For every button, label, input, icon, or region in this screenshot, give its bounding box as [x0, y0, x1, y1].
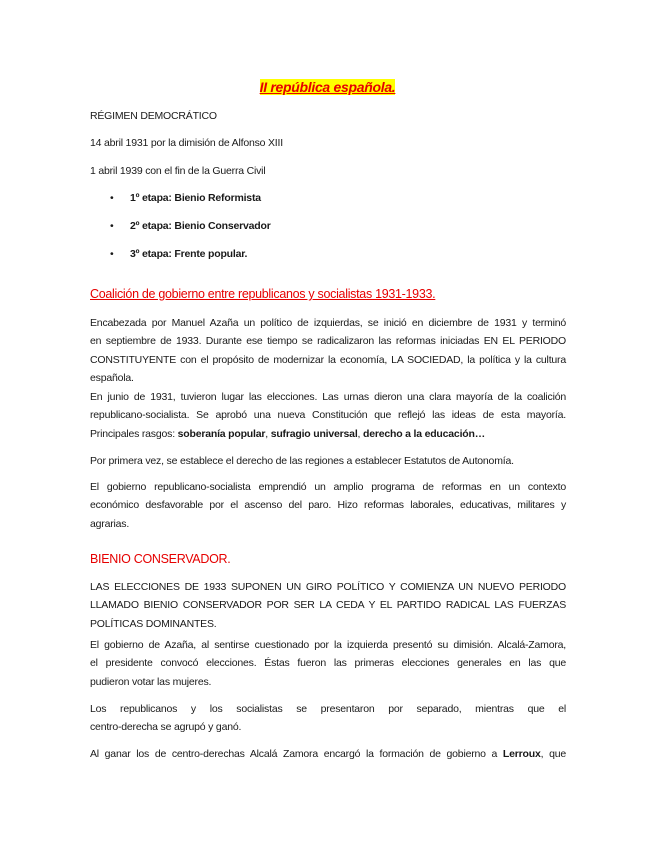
paragraph-line: republicano-socialista. Se aprobó una nueva Constitución que reflejó las ideas de esta mayoría.	[90, 409, 566, 422]
paragraph-azana	[90, 314, 566, 387]
paragraph-line: en septiembre de 1933. Durante ese tiempo se radicalizaron las reformas iniciadas EN EL PERIODO	[90, 335, 566, 348]
paragraph-line: Los republicanos y los socialistas se presentaron por separado, mientras que el	[90, 703, 566, 715]
paragraph-line: Encabezada por Manuel Azaña un político de izquierdas, se inició en diciembre de 1931 y terminó	[90, 317, 566, 329]
paragraph-line: LLAMADO BIENIO CONSERVADOR POR SER LA CEDA Y EL PARTIDO RADICAL LAS FUERZAS	[90, 599, 566, 612]
section-heading-coalicion: Coalición de gobierno entre republicanos y socialistas 1931-1933.	[90, 287, 436, 301]
paragraph-reformas	[90, 478, 566, 533]
paragraph-elecciones-1933	[90, 578, 566, 633]
etapa-item: 2º etapa: Bienio Conservador	[130, 220, 271, 232]
bullet-icon: •	[110, 220, 114, 232]
paragraph-separados	[90, 700, 566, 737]
fecha-inicio-line: 14 abril 1931 por la dimisión de Alfonso XIII	[90, 137, 283, 149]
separator: ,	[357, 427, 363, 440]
paragraph-elecciones-1931	[90, 388, 566, 443]
paragraph-line: El gobierno de Azaña, al sentirse cuestionado por la izquierda presentó su dimisión. Alcalá-Zamora,	[90, 639, 566, 651]
rasgo-sufragio: sufragio universal	[270, 427, 358, 440]
document-title	[0, 79, 655, 97]
paragraph-line: En junio de 1931, tuvieron lugar las elecciones. Las urnas dieron una clara mayoría de la coalición	[90, 391, 566, 403]
paragraph-lerroux	[90, 745, 566, 763]
title-text: II república española.	[259, 79, 396, 95]
paragraph-dimision-azana	[90, 636, 566, 691]
lerroux-name: Lerroux	[502, 748, 541, 760]
regimen-line: RÉGIMEN DEMOCRÁTICO	[90, 110, 217, 122]
paragraph-line: agrarias.	[90, 517, 130, 530]
etapa-item: 3º etapa: Frente popular.	[130, 248, 248, 260]
lerroux-prefix: Al ganar los de centro-derechas Alcalá Zamora encargó la formación de gobierno a	[90, 748, 503, 760]
paragraph-line: económico desfavorable por el ascenso del paro. Hizo reformas laborales, educativas, militares y	[90, 499, 566, 512]
paragraph-line: CONSTITUYENTE con el propósito de modernizar la economía, LA SOCIEDAD, la política y la cultura	[90, 353, 566, 366]
paragraph-line: española.	[90, 371, 134, 384]
etapa-item: 1º etapa: Bienio Reformista	[130, 192, 261, 204]
paragraph-line: centro-derecha se agrupó y ganó.	[90, 721, 242, 734]
paragraph-line	[90, 425, 566, 443]
bullet-icon: •	[110, 192, 114, 204]
paragraph-line: el presidente convocó elecciones. Éstas fueron las primeras elecciones generales en las que	[90, 657, 566, 670]
fecha-fin-line: 1 abril 1939 con el fin de la Guerra Civil	[90, 165, 266, 177]
lerroux-suffix: , que	[540, 748, 566, 760]
rasgo-educacion: derecho a la educación…	[362, 427, 486, 440]
paragraph-line: pudieron votar las mujeres.	[90, 675, 212, 688]
paragraph-line: POLÍTICAS DOMINANTES.	[90, 617, 217, 630]
paragraph-line: Por primera vez, se establece el derecho de las regiones a establecer Estatutos de Autonomía.	[90, 455, 514, 467]
rasgo-soberania: soberanía popular	[177, 427, 266, 440]
paragraph-estatutos	[90, 452, 566, 470]
separator: ,	[265, 427, 271, 440]
paragraph-line: LAS ELECCIONES DE 1933 SUPONEN UN GIRO POLÍTICO Y COMIENZA UN NUEVO PERIODO	[90, 581, 566, 593]
paragraph-line: El gobierno republicano-socialista emprendió un amplio programa de reformas en un contexto	[90, 481, 566, 493]
bullet-icon: •	[110, 248, 114, 260]
rasgos-prefix: Principales rasgos:	[90, 427, 178, 440]
paragraph-line	[90, 745, 566, 763]
section-heading-bienio-conservador: BIENIO CONSERVADOR.	[90, 552, 231, 566]
